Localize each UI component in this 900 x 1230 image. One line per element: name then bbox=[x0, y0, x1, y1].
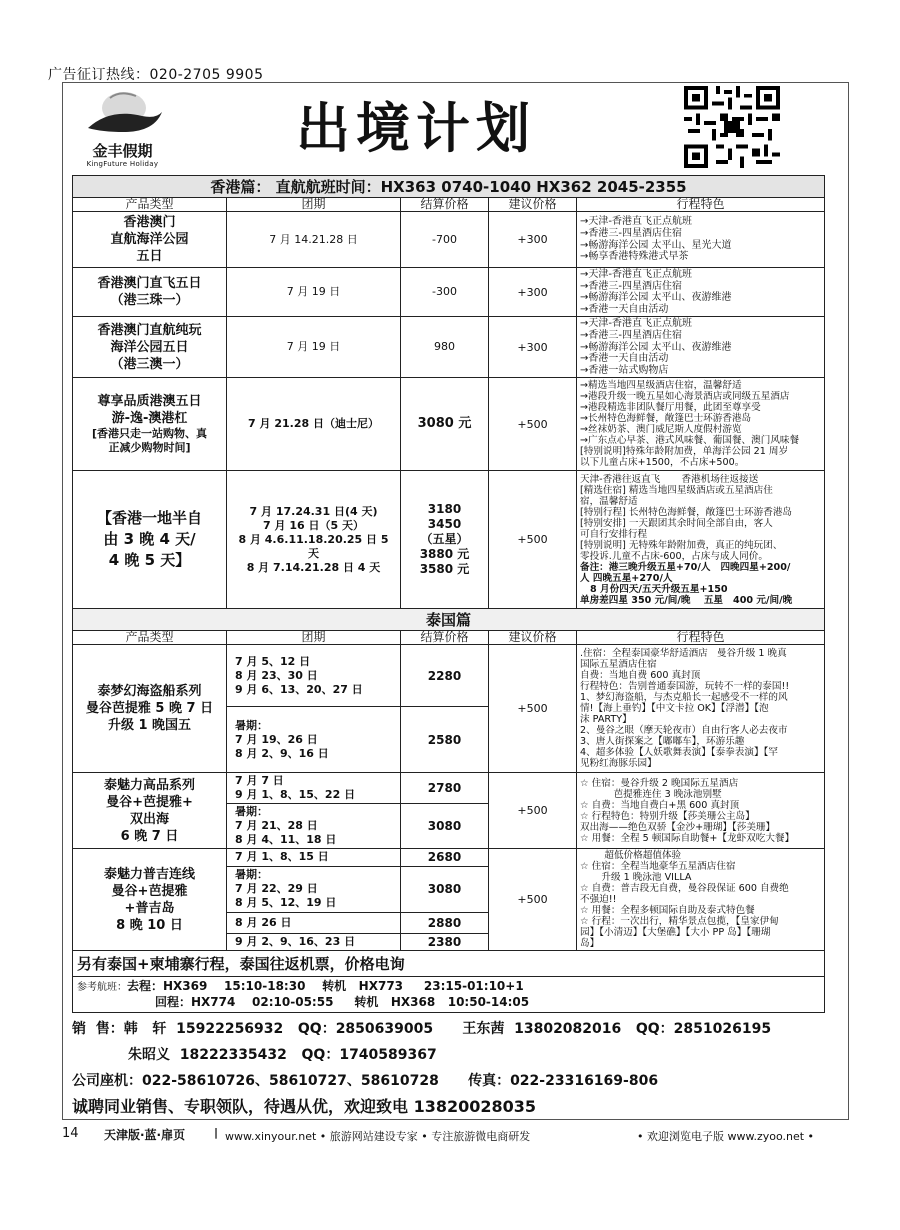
column-header: 建议价格 bbox=[489, 631, 577, 645]
column-header: 行程特色 bbox=[577, 631, 825, 645]
tour-dates: 暑期： 7 月 21、28 日 8 月 4、11、18 日 bbox=[227, 804, 401, 849]
settlement-price: 2580 bbox=[401, 707, 489, 773]
tour-dates: 7 月 17.24.31 日(4 天) 7 月 16 日（5 天） 8 月 4.6.11.18.20.25 日 5 天 8 月 7.14.21.28 日 4 天 bbox=[227, 471, 401, 609]
itinerary-features: →天津-香港直飞正点航班 →香港三-四星酒店住宿 →畅游海洋公园 太平山、夜游维港 →香港一天自由活动 →香港一站式购物店 bbox=[577, 317, 825, 378]
suggested-price: +500 bbox=[489, 773, 577, 849]
outbound-flight: 去程：HX369 15:10-18:30 转机 HX773 23:15-01:10+1 bbox=[127, 979, 524, 994]
itinerary-features: ☆ 住宿：曼谷升级 2 晚国际五星酒店 芭提雅连住 3 晚泳池别墅 ☆ 自费：当地自费白+黑 600 真封顶 ☆ 行程特色：特别升级【莎美珊公主岛】 双出海——绝色双骄【金沙+珊瑚】【莎美珊】 ☆ 用餐：全程 5 顿国际自助餐+【龙虾双吃大餐】 bbox=[577, 773, 825, 849]
table-row bbox=[73, 378, 825, 471]
table-row bbox=[73, 773, 825, 804]
qr-code-icon bbox=[684, 86, 780, 168]
suggested-price: +300 bbox=[489, 317, 577, 378]
footer-website: www.xinyour.net • 旅游网站建设专家 • 专注旅游微电商研发 bbox=[225, 1130, 531, 1143]
price-line: 3580 元 bbox=[419, 562, 470, 577]
price-line: 3180 bbox=[427, 502, 462, 517]
suggested-price: +500 bbox=[489, 378, 577, 471]
table-row bbox=[73, 645, 825, 707]
settlement-price: 3080 元 bbox=[401, 378, 489, 471]
recruitment-line: 诚聘同业销售、专职领队，待遇从优，欢迎致电 13820028035 bbox=[72, 1097, 537, 1116]
suggested-price: +500 bbox=[489, 849, 577, 951]
product-name: 【香港一地半自 由 3 晚 4 天/ 4 晚 5 天】 bbox=[73, 471, 227, 609]
tour-dates: 暑期： 7 月 19、26 日 8 月 2、9、16 日 bbox=[227, 707, 401, 773]
upgrade-notes: 备注：港三晚升级五星+70/人 四晚四星+200/ 人 四晚五星+270/人 8 月份四天/五天升级五星+150 单房差四星 350 元/间/晚 五星 400 元/间/晚 bbox=[580, 561, 793, 606]
page-title: 出境计划 bbox=[296, 96, 536, 160]
page-number: 14 bbox=[62, 1126, 79, 1141]
product-name: 泰魅力普吉连线 曼谷+芭提雅 +普吉岛 8 晚 10 日 bbox=[73, 849, 227, 951]
tour-dates: 7 月 19 日 bbox=[227, 317, 401, 378]
reference-flights bbox=[73, 977, 825, 1013]
suggested-price: +500 bbox=[489, 471, 577, 609]
settlement-price: 980 bbox=[401, 317, 489, 378]
reference-flights-label: 参考航班： bbox=[77, 982, 127, 994]
settlement-price: 2780 bbox=[401, 773, 489, 804]
settlement-price: 3080 bbox=[401, 866, 489, 912]
footer-divider: | bbox=[214, 1126, 219, 1139]
product-name: 泰魅力高品系列 曼谷+芭提雅+ 双出海 6 晚 7 日 bbox=[73, 773, 227, 849]
hk-column-headers bbox=[73, 198, 825, 212]
column-header: 结算价格 bbox=[401, 631, 489, 645]
price-line: 3880 元 bbox=[419, 547, 470, 562]
column-header: 团期 bbox=[227, 198, 401, 212]
ad-hotline: 广告征订热线：020-2705 9905 bbox=[48, 67, 264, 83]
tour-dates: 7 月 21.28 日（迪士尼） bbox=[227, 378, 401, 471]
tour-dates: 暑期： 7 月 22、29 日 8 月 5、12、19 日 bbox=[227, 866, 401, 912]
itinerary-features: →精选当地四星级酒店住宿，温馨舒适 →港段升级一晚五星如心海景酒店或同级五星酒店 →港段精选非团队餐厅用餐，此团至尊享受 →长州特色海鲜餐，敞篷巴士环游香港岛 →丝袜奶茶、澳门威尼斯人度假村游览 →广东点心早茶、港式风味餐、葡国餐、澳门风味餐 [特别说明]特殊年龄附加费，单海洋公园 21 周岁 以下儿童占床+1500，不占床+500。 bbox=[577, 378, 825, 471]
hk-section-title: 香港篇： 直航航班时间：HX363 0740-1040 HX362 2045-2355 bbox=[73, 176, 825, 198]
tour-plan-table bbox=[72, 175, 825, 1013]
product-note: [香港只走一站购物、真 正减少购物时间] bbox=[91, 427, 208, 455]
thailand-column-headers bbox=[73, 631, 825, 645]
itinerary-features: 超低价格超值体验 ☆ 住宿：全程当地豪华五星酒店住宿 升级 1 晚泳池 VILLA ☆ 自费：普吉段无自费，曼谷段保证 600 自费绝 不强迫!! ☆ 用餐：全程多顿国际自助及泰式特色餐 ☆ 行程：一次出行，精华景点包揽，【皇家伊甸 园】【小清迈】【大堡礁】【大小 PP 岛】【珊瑚 岛】 bbox=[577, 849, 825, 951]
logo-english-name: KingFuture Holiday bbox=[86, 160, 159, 168]
settlement-price bbox=[401, 471, 489, 609]
column-header: 产品类型 bbox=[73, 631, 227, 645]
tour-dates: 8 月 26 日 bbox=[227, 912, 401, 933]
product-name: 香港澳门直航纯玩 海洋公园五日 （港三澳一） bbox=[73, 317, 227, 378]
thailand-section-title: 泰国篇 bbox=[73, 609, 825, 631]
settlement-price: 2680 bbox=[401, 849, 489, 866]
qr-code bbox=[684, 86, 780, 168]
itinerary-features: .住宿：全程泰国豪华舒适酒店 曼谷升级 1 晚真 国际五星酒店住宿 自费：当地自费 600 真封顶 行程特色：告别普通泰国游，玩转不一样的泰国!! 1、梦幻海盗船，与杰克船长一起感受不一样的风 情!【海上垂钓】【中文卡拉 OK】【浮潜】【泡 沫 PARTY】 2、曼谷之眼（摩天轮夜市）自由行客人必去夜市 3、唐人街探案之【嘟嘟车】，环游乐趣 4、超多体验【人妖歌舞表演】【泰拳表演】【罕 见粉红海豚乐园】 bbox=[577, 645, 825, 773]
tour-dates: 7 月 7 日 9 月 1、8、15、22 日 bbox=[227, 773, 401, 804]
price-line: （五星） bbox=[420, 532, 469, 547]
column-header: 产品类型 bbox=[73, 198, 227, 212]
itinerary-features: 天津-香港往返直飞 香港机场往返接送 [精选住宿] 精选当地四星级酒店或五星酒店住 宿，温馨舒适 [特别行程] 长州特色海鲜餐，敞篷巴士环游香港岛 [特别安排] 一天跟团其余时间全部自由，客人 可自行安排行程 [特别说明] 无特殊年龄附加费，真正的纯玩团、 零投诉.儿童不占床-600，占床与成人同价。 备注：港三晚升级五星+70/人 四晚四星+200/ 人 四晚五星+270/人 8 月份四天/五天升级五星+150 单房差四星 350 元/间/晚 五星 400 元/间/晚 bbox=[577, 471, 825, 609]
table-row bbox=[73, 268, 825, 317]
other-routes-note: 另有泰国+柬埔寨行程，泰国往返机票，价格电询 bbox=[73, 951, 825, 977]
logo-name: 金丰假期 bbox=[92, 142, 153, 160]
settlement-price: 2280 bbox=[401, 645, 489, 707]
tour-dates: 7 月 19 日 bbox=[227, 268, 401, 317]
product-name: 尊享品质港澳五日 游-逸-澳港杠 [香港只走一站购物、真 正减少购物时间] bbox=[73, 378, 227, 471]
tour-dates: 9 月 2、9、16、23 日 bbox=[227, 934, 401, 951]
table-row bbox=[73, 212, 825, 268]
column-header: 行程特色 bbox=[577, 198, 825, 212]
edition-label: 天津版·蓝·扉页 bbox=[104, 1128, 186, 1142]
footer-ebook-link: • 欢迎浏览电子版 www.zyoo.net • bbox=[637, 1130, 815, 1143]
suggested-price: +300 bbox=[489, 212, 577, 268]
table-row bbox=[73, 317, 825, 378]
sales-contacts-line: 销 售：韩 轩 15922256932 QQ：2850639005 王东茜 13802082016 QQ：2851026195 bbox=[72, 1021, 772, 1037]
settlement-price: -700 bbox=[401, 212, 489, 268]
tour-dates: 7 月 14.21.28 日 bbox=[227, 212, 401, 268]
suggested-price: +500 bbox=[489, 645, 577, 773]
product-name: 香港澳门直飞五日 （港三珠一） bbox=[73, 268, 227, 317]
table-row bbox=[73, 849, 825, 866]
settlement-price: 2380 bbox=[401, 934, 489, 951]
suggested-price: +300 bbox=[489, 268, 577, 317]
price-line: 3450 bbox=[427, 517, 462, 532]
tour-dates: 7 月 1、8、15 日 bbox=[227, 849, 401, 866]
sales-contacts-line: 朱昭义 18222335432 QQ：1740589367 bbox=[128, 1047, 437, 1063]
return-flight: 回程：HX774 02:10-05:55 转机 HX368 10:50-14:05 bbox=[155, 995, 530, 1010]
company-logo bbox=[70, 88, 175, 174]
product-name: 香港澳门 直航海洋公园 五日 bbox=[73, 212, 227, 268]
column-header: 结算价格 bbox=[401, 198, 489, 212]
product-name: 泰梦幻海盗船系列 曼谷芭提雅 5 晚 7 日 升级 1 晚国五 bbox=[73, 645, 227, 773]
logo-mark-icon bbox=[80, 88, 166, 138]
itinerary-features: →天津-香港直飞正点航班 →香港三-四星酒店住宿 →畅游海洋公园 太平山、星光大道 →畅享香港特殊港式早茶 bbox=[577, 212, 825, 268]
itinerary-features: →天津-香港直飞正点航班 →香港三-四星酒店住宿 →畅游海洋公园 太平山、夜游维港 →香港一天自由活动 bbox=[577, 268, 825, 317]
company-phone-line: 公司座机：022-58610726、58610727、58610728 传真：022-23316169-806 bbox=[72, 1073, 659, 1089]
column-header: 团期 bbox=[227, 631, 401, 645]
tour-dates: 7 月 5、12 日 8 月 23、30 日 9 月 6、13、20、27 日 bbox=[227, 645, 401, 707]
table-row bbox=[73, 471, 825, 609]
settlement-price: 3080 bbox=[401, 804, 489, 849]
settlement-price: -300 bbox=[401, 268, 489, 317]
column-header: 建议价格 bbox=[489, 198, 577, 212]
settlement-price: 2880 bbox=[401, 912, 489, 933]
